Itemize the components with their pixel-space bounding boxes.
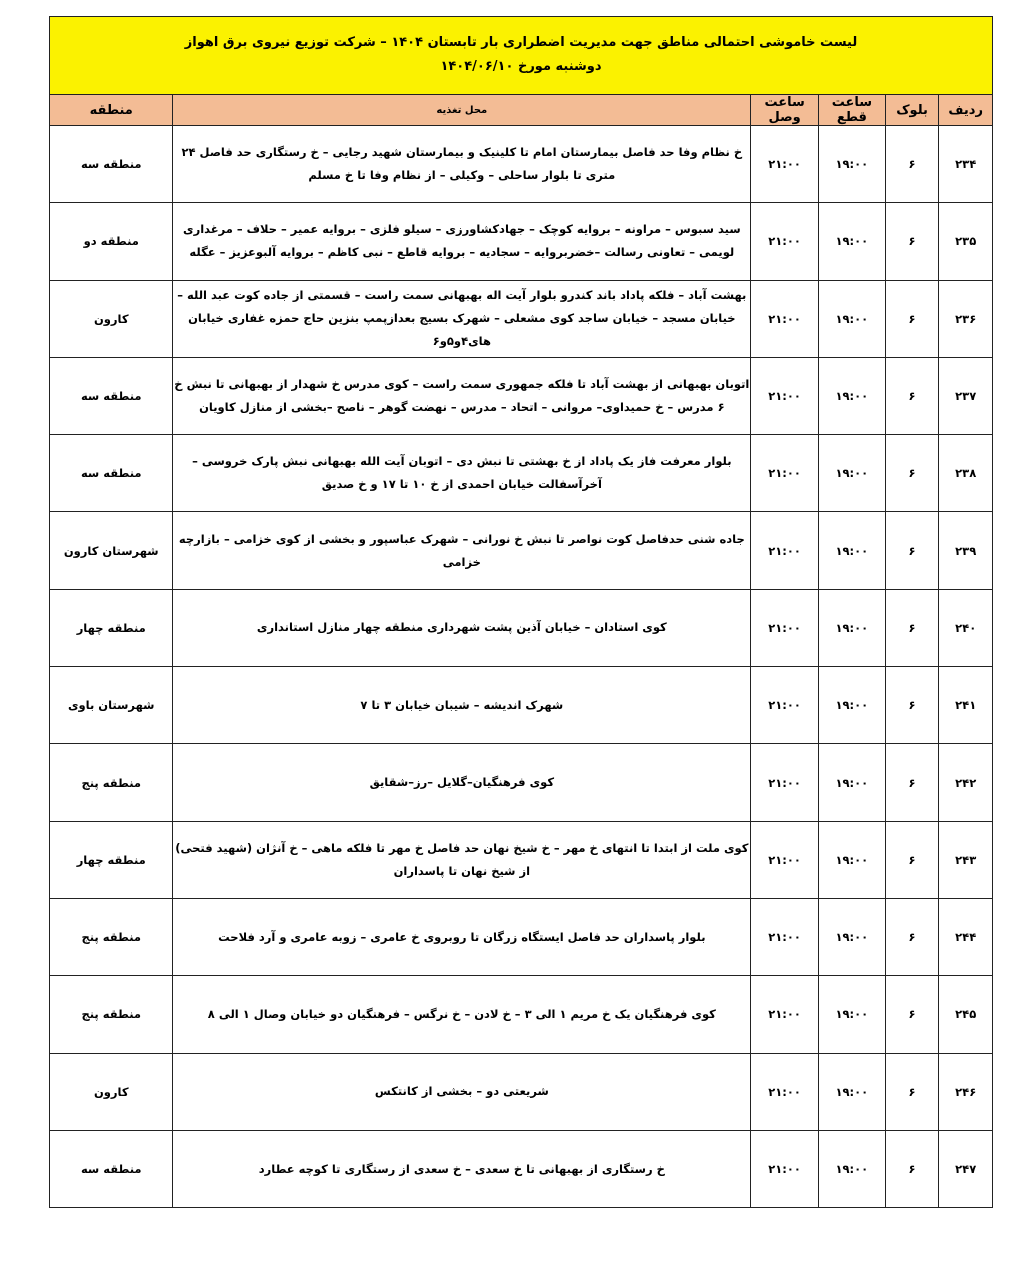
table-row	[50, 976, 993, 1053]
row-number: ۲۳۵	[939, 203, 993, 280]
table-row	[50, 744, 993, 821]
outage-table	[49, 94, 993, 1208]
row-number: ۲۴۰	[939, 589, 993, 666]
col-header-block: بلوک	[885, 95, 939, 126]
feed-location-cell: کوی استادان – خیابان آذین پشت شهرداری منطقه چهار منازل استانداری	[173, 589, 751, 666]
col-header-connect: ساعت وصل	[751, 95, 819, 126]
block-cell: ۶	[885, 589, 939, 666]
region-cell: کارون	[50, 280, 173, 357]
block-cell: ۶	[885, 435, 939, 512]
schedule-title: لیست خاموشی احتمالی مناطق جهت مدیریت اضطراری بار تابستان ۱۴۰۴ – شرکت توزیع نیروی برق اهواز	[184, 35, 858, 50]
feed-location-cell: کوی فرهنگیان–گلایل –رز–شقایق	[173, 744, 751, 821]
connect-time-cell: ۲۱:۰۰	[751, 1130, 819, 1207]
row-number: ۲۳۴	[939, 126, 993, 203]
feed-location-cell: سید سبوس – مراونه – بروایه کوچک – جهادکشاورزی – سیلو فلزی – بروایه عمیر – حلاف – مرغداری لویمی – تعاونی رسالت –خضربروایه – سجادیه – بروایه قاطع – نبی کاظم – بروایه آلبوعزیز – عگله	[173, 203, 751, 280]
cut-time-cell: ۱۹:۰۰	[818, 280, 885, 357]
row-number: ۲۳۹	[939, 512, 993, 589]
col-header-region: منطقه	[50, 95, 173, 126]
block-cell: ۶	[885, 976, 939, 1053]
connect-time-cell: ۲۱:۰۰	[751, 898, 819, 975]
cut-time-cell: ۱۹:۰۰	[818, 126, 885, 203]
feed-location-cell: خ نظام وفا حد فاصل بیمارستان امام تا کلینیک و بیمارستان شهید رجایی – خ رستگاری حد فاصل ۲۴ متری تا بلوار ساحلی – وکیلی – از نظام وفا تا خ مسلم	[173, 126, 751, 203]
connect-time-cell: ۲۱:۰۰	[751, 821, 819, 898]
feed-location-cell: جاده شنی حدفاصل کوت نواصر تا نبش خ نورانی – شهرک عباسپور و بخشی از کوی خزامی – بازارچه خزامی	[173, 512, 751, 589]
cut-time-cell: ۱۹:۰۰	[818, 821, 885, 898]
block-cell: ۶	[885, 744, 939, 821]
row-number: ۲۴۵	[939, 976, 993, 1053]
block-cell: ۶	[885, 821, 939, 898]
cut-time-cell: ۱۹:۰۰	[818, 898, 885, 975]
region-cell: منطقه چهار	[50, 589, 173, 666]
feed-location-cell: اتوبان بهبهانی از بهشت آباد تا فلکه جمهوری سمت راست – کوی مدرس خ شهدار از بهبهانی تا نبش خ ۶ مدرس – خ حمیداوی– مروانی – اتحاد – مدرس – نهضت گوهر – ناصح –بخشی از منازل کاویان	[173, 357, 751, 434]
row-number: ۲۳۷	[939, 357, 993, 434]
connect-time-cell: ۲۱:۰۰	[751, 203, 819, 280]
block-cell: ۶	[885, 667, 939, 744]
block-cell: ۶	[885, 1130, 939, 1207]
cut-time-cell: ۱۹:۰۰	[818, 203, 885, 280]
table-row	[50, 203, 993, 280]
table-header-row	[50, 95, 993, 126]
table-row	[50, 512, 993, 589]
row-number: ۲۴۲	[939, 744, 993, 821]
cut-time-cell: ۱۹:۰۰	[818, 589, 885, 666]
connect-time-cell: ۲۱:۰۰	[751, 744, 819, 821]
block-cell: ۶	[885, 203, 939, 280]
outage-schedule	[49, 16, 993, 1208]
cut-time-cell: ۱۹:۰۰	[818, 357, 885, 434]
connect-time-cell: ۲۱:۰۰	[751, 1053, 819, 1130]
table-row	[50, 589, 993, 666]
feed-location-cell: کوی ملت از ابتدا تا انتهای خ مهر – خ شیخ نهان حد فاصل خ مهر تا فلکه ماهی – خ آنژان (شهید فتحی) از شیخ نهان تا پاسداران	[173, 821, 751, 898]
block-cell: ۶	[885, 1053, 939, 1130]
region-cell: منطقه دو	[50, 203, 173, 280]
connect-time-cell: ۲۱:۰۰	[751, 280, 819, 357]
block-cell: ۶	[885, 512, 939, 589]
row-number: ۲۴۳	[939, 821, 993, 898]
region-cell: منطقه سه	[50, 357, 173, 434]
table-row	[50, 126, 993, 203]
block-cell: ۶	[885, 898, 939, 975]
region-cell: منطقه سه	[50, 126, 173, 203]
region-cell: منطقه پنج	[50, 898, 173, 975]
feed-location-cell: بلوار پاسداران حد فاصل ایستگاه زرگان تا روبروی خ عامری – زوبه عامری و آرد فلاحت	[173, 898, 751, 975]
row-number: ۲۴۴	[939, 898, 993, 975]
table-row	[50, 1053, 993, 1130]
cut-time-cell: ۱۹:۰۰	[818, 667, 885, 744]
schedule-header	[49, 16, 993, 94]
feed-location-cell: شهرک اندیشه – شیبان خیابان ۳ تا ۷	[173, 667, 751, 744]
row-number: ۲۴۱	[939, 667, 993, 744]
cut-time-cell: ۱۹:۰۰	[818, 744, 885, 821]
region-cell: منطقه پنج	[50, 744, 173, 821]
region-cell: شهرستان کارون	[50, 512, 173, 589]
schedule-date: دوشنبه مورخ ۱۴۰۴/۰۶/۱۰	[440, 59, 602, 74]
feed-location-cell: شریعتی دو – بخشی از کانتکس	[173, 1053, 751, 1130]
cut-time-cell: ۱۹:۰۰	[818, 512, 885, 589]
col-header-row: ردیف	[939, 95, 993, 126]
connect-time-cell: ۲۱:۰۰	[751, 976, 819, 1053]
cut-time-cell: ۱۹:۰۰	[818, 1130, 885, 1207]
table-row	[50, 1130, 993, 1207]
table-row	[50, 898, 993, 975]
connect-time-cell: ۲۱:۰۰	[751, 126, 819, 203]
connect-time-cell: ۲۱:۰۰	[751, 512, 819, 589]
table-row	[50, 435, 993, 512]
block-cell: ۶	[885, 126, 939, 203]
block-cell: ۶	[885, 357, 939, 434]
row-number: ۲۳۶	[939, 280, 993, 357]
col-header-cut: ساعت قطع	[818, 95, 885, 126]
region-cell: منطقه چهار	[50, 821, 173, 898]
row-number: ۲۳۸	[939, 435, 993, 512]
region-cell: شهرستان باوی	[50, 667, 173, 744]
row-number: ۲۴۶	[939, 1053, 993, 1130]
region-cell: منطقه پنج	[50, 976, 173, 1053]
cut-time-cell: ۱۹:۰۰	[818, 976, 885, 1053]
table-row	[50, 821, 993, 898]
cut-time-cell: ۱۹:۰۰	[818, 1053, 885, 1130]
region-cell: منطقه سه	[50, 1130, 173, 1207]
cut-time-cell: ۱۹:۰۰	[818, 435, 885, 512]
feed-location-cell: خ رستگاری از بهبهانی تا خ سعدی – خ سعدی از رستگاری تا کوچه عطارد	[173, 1130, 751, 1207]
connect-time-cell: ۲۱:۰۰	[751, 357, 819, 434]
block-cell: ۶	[885, 280, 939, 357]
row-number: ۲۴۷	[939, 1130, 993, 1207]
table-row	[50, 357, 993, 434]
feed-location-cell: کوی فرهنگیان یک خ مریم ۱ الی ۳ – خ لادن – خ نرگس – فرهنگیان دو خیابان وصال ۱ الی ۸	[173, 976, 751, 1053]
col-header-feed: محل تغذیه	[173, 95, 751, 126]
feed-location-cell: بلوار معرفت فاز یک پاداد از خ بهشتی تا نبش دی – اتوبان آیت الله بهبهانی نبش پارک خروسی – آخرآسفالت خیابان احمدی از خ ۱۰ تا ۱۷ و خ صدیق	[173, 435, 751, 512]
table-row	[50, 280, 993, 357]
connect-time-cell: ۲۱:۰۰	[751, 435, 819, 512]
region-cell: کارون	[50, 1053, 173, 1130]
connect-time-cell: ۲۱:۰۰	[751, 589, 819, 666]
region-cell: منطقه سه	[50, 435, 173, 512]
connect-time-cell: ۲۱:۰۰	[751, 667, 819, 744]
table-row	[50, 667, 993, 744]
feed-location-cell: بهشت آباد – فلکه پاداد باند کندرو بلوار آیت اله بهبهانی سمت راست – قسمتی از جاده کوت عبد الله – خیابان مسجد – خیابان ساجد کوی مشعلی – شهرک بسیج بعدازپمپ بنزین حاج حمزه غفاری خیابان های۴و۵و۶	[173, 280, 751, 357]
